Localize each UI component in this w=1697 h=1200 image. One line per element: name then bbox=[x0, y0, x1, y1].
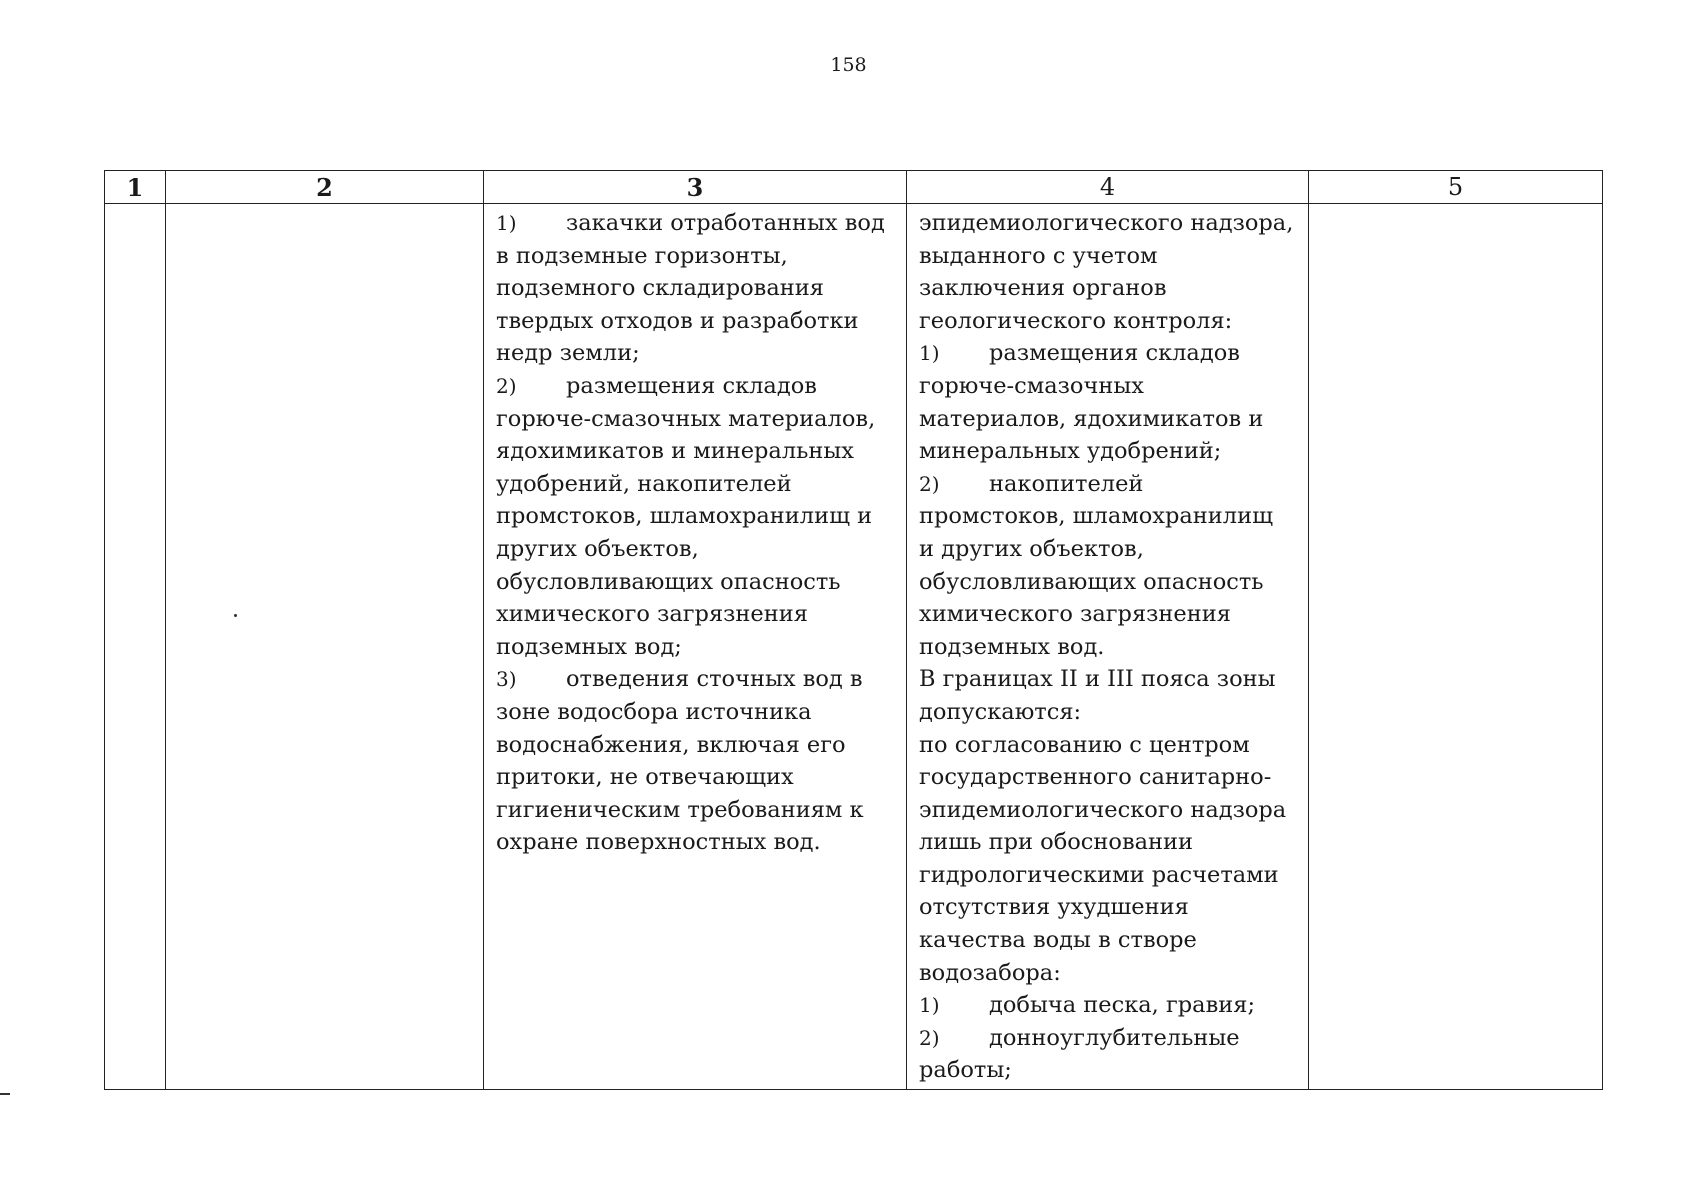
text-line bbox=[919, 826, 1302, 859]
line-text: отведения сточных вод в bbox=[566, 666, 863, 693]
text-line bbox=[496, 370, 900, 403]
header-row bbox=[105, 171, 1603, 204]
text-line bbox=[496, 240, 900, 273]
header-col-2: 2 bbox=[166, 171, 484, 204]
text-line bbox=[919, 729, 1302, 762]
text-line bbox=[919, 631, 1302, 664]
text-line bbox=[919, 207, 1302, 240]
list-item-number: 1) bbox=[496, 211, 517, 235]
text-line bbox=[919, 924, 1302, 957]
text-line bbox=[919, 761, 1302, 794]
line-text: других объектов, bbox=[496, 535, 699, 562]
cell-col-3 bbox=[484, 204, 907, 1090]
line-text: размещения складов bbox=[989, 340, 1240, 367]
line-text: обусловливающих опасность bbox=[919, 568, 1264, 595]
text-line bbox=[496, 305, 900, 338]
text-line bbox=[919, 663, 1302, 696]
line-text: притоки, не отвечающих bbox=[496, 764, 794, 791]
list-item-number: 3) bbox=[496, 667, 517, 692]
text-line bbox=[919, 533, 1302, 566]
line-text: водозабора: bbox=[919, 959, 1061, 986]
text-line bbox=[496, 794, 900, 827]
line-text: геологического контроля: bbox=[919, 307, 1233, 334]
line-text: химического загрязнения bbox=[496, 601, 808, 628]
content-row bbox=[105, 204, 1603, 1090]
margin-tick-mark bbox=[0, 1093, 10, 1095]
line-text: твердых отходов и разработки bbox=[496, 307, 859, 334]
text-line bbox=[919, 859, 1302, 892]
cell-col-2 bbox=[166, 204, 484, 1090]
line-text: водоснабжения, включая его bbox=[496, 731, 846, 758]
text-line bbox=[496, 566, 900, 599]
line-text: ядохимикатов и минеральных bbox=[496, 438, 854, 465]
header-col-5: 5 bbox=[1309, 171, 1603, 204]
line-text: обусловливающих опасность bbox=[496, 568, 841, 595]
text-line bbox=[919, 468, 1302, 501]
text-line bbox=[919, 566, 1302, 599]
line-text: заключения органов bbox=[919, 275, 1167, 302]
header-col-4: 4 bbox=[907, 171, 1309, 204]
cell-col-4 bbox=[907, 204, 1309, 1090]
line-text: охране поверхностных вод. bbox=[496, 829, 821, 856]
line-text: подземных вод. bbox=[919, 633, 1105, 660]
text-line bbox=[919, 305, 1302, 338]
line-text: закачки отработанных вод bbox=[566, 210, 885, 236]
text-line bbox=[919, 989, 1302, 1022]
text-line bbox=[496, 207, 900, 240]
cell-col-1 bbox=[105, 204, 166, 1090]
line-text: горюче-смазочных bbox=[919, 372, 1144, 399]
line-text: гидрологическими расчетами bbox=[919, 861, 1279, 888]
line-text: подземных вод; bbox=[496, 633, 682, 660]
text-line bbox=[496, 631, 900, 664]
list-item-number: 1) bbox=[919, 993, 940, 1018]
text-line bbox=[496, 729, 900, 762]
line-text: недр земли; bbox=[496, 340, 640, 367]
text-line bbox=[919, 370, 1302, 403]
text-line bbox=[496, 663, 900, 696]
text-line bbox=[496, 500, 900, 533]
list-item-number: 2) bbox=[919, 1025, 940, 1050]
line-text: химического загрязнения bbox=[919, 601, 1231, 628]
col4-text bbox=[907, 204, 1308, 1087]
line-text: донноуглубительные bbox=[989, 1024, 1240, 1051]
text-line bbox=[919, 1054, 1302, 1087]
line-text: лишь при обосновании bbox=[919, 829, 1194, 856]
text-line bbox=[919, 240, 1302, 273]
line-text: в подземные горизонты, bbox=[496, 242, 788, 269]
list-item-number: 2) bbox=[496, 373, 517, 398]
text-line bbox=[496, 272, 900, 305]
text-line bbox=[919, 598, 1302, 631]
line-text: промстоков, шламохранилищ и bbox=[496, 503, 873, 530]
col3-text bbox=[484, 204, 906, 859]
list-item-number: 1) bbox=[919, 341, 940, 366]
text-line bbox=[919, 337, 1302, 370]
line-text: размещения складов bbox=[566, 372, 817, 399]
line-text: эпидемиологического надзора, bbox=[919, 210, 1294, 236]
line-text: удобрений, накопителей bbox=[496, 470, 792, 497]
text-line bbox=[496, 761, 900, 794]
text-line bbox=[919, 957, 1302, 990]
text-line bbox=[496, 598, 900, 631]
line-text: гигиеническим требованиям к bbox=[496, 796, 864, 823]
line-text: допускаются: bbox=[919, 698, 1082, 725]
text-line bbox=[496, 403, 900, 436]
line-text: эпидемиологического надзора bbox=[919, 796, 1287, 823]
line-text: по согласованию с центром bbox=[919, 731, 1250, 758]
text-line bbox=[496, 337, 900, 370]
line-text: зоне водосбора источника bbox=[496, 698, 812, 725]
text-line bbox=[919, 435, 1302, 468]
line-text: добыча песка, гравия; bbox=[989, 992, 1256, 1019]
line-text: накопителей bbox=[989, 470, 1144, 497]
line-text: промстоков, шламохранилищ bbox=[919, 503, 1274, 530]
page-number: 158 bbox=[830, 54, 867, 76]
text-line bbox=[496, 533, 900, 566]
line-text: работы; bbox=[919, 1057, 1012, 1084]
text-line bbox=[919, 500, 1302, 533]
text-line bbox=[496, 696, 900, 729]
line-text: материалов, ядохимикатов и bbox=[919, 405, 1264, 432]
text-line bbox=[496, 435, 900, 468]
line-text: выданного с учетом bbox=[919, 242, 1158, 269]
text-line bbox=[919, 1022, 1302, 1055]
line-text: отсутствия ухудшения bbox=[919, 894, 1189, 921]
list-item-number: 2) bbox=[919, 471, 940, 496]
line-text: В границах II и III пояса зоны bbox=[919, 666, 1276, 693]
text-line bbox=[496, 468, 900, 501]
text-line bbox=[496, 826, 900, 859]
line-text: и других объектов, bbox=[919, 535, 1144, 562]
text-line bbox=[919, 696, 1302, 729]
text-line bbox=[919, 794, 1302, 827]
scan-speck bbox=[234, 614, 237, 617]
text-line bbox=[919, 891, 1302, 924]
text-line bbox=[919, 272, 1302, 305]
line-text: качества воды в створе bbox=[919, 927, 1197, 954]
document-table bbox=[104, 170, 1603, 1090]
cell-col-5 bbox=[1309, 204, 1603, 1090]
header-col-3: 3 bbox=[484, 171, 907, 204]
line-text: государственного санитарно- bbox=[919, 764, 1272, 791]
text-line bbox=[919, 403, 1302, 436]
line-text: минеральных удобрений; bbox=[919, 438, 1222, 465]
line-text: подземного складирования bbox=[496, 275, 824, 302]
line-text: горюче-смазочных материалов, bbox=[496, 405, 876, 432]
header-col-1: 1 bbox=[105, 171, 166, 204]
